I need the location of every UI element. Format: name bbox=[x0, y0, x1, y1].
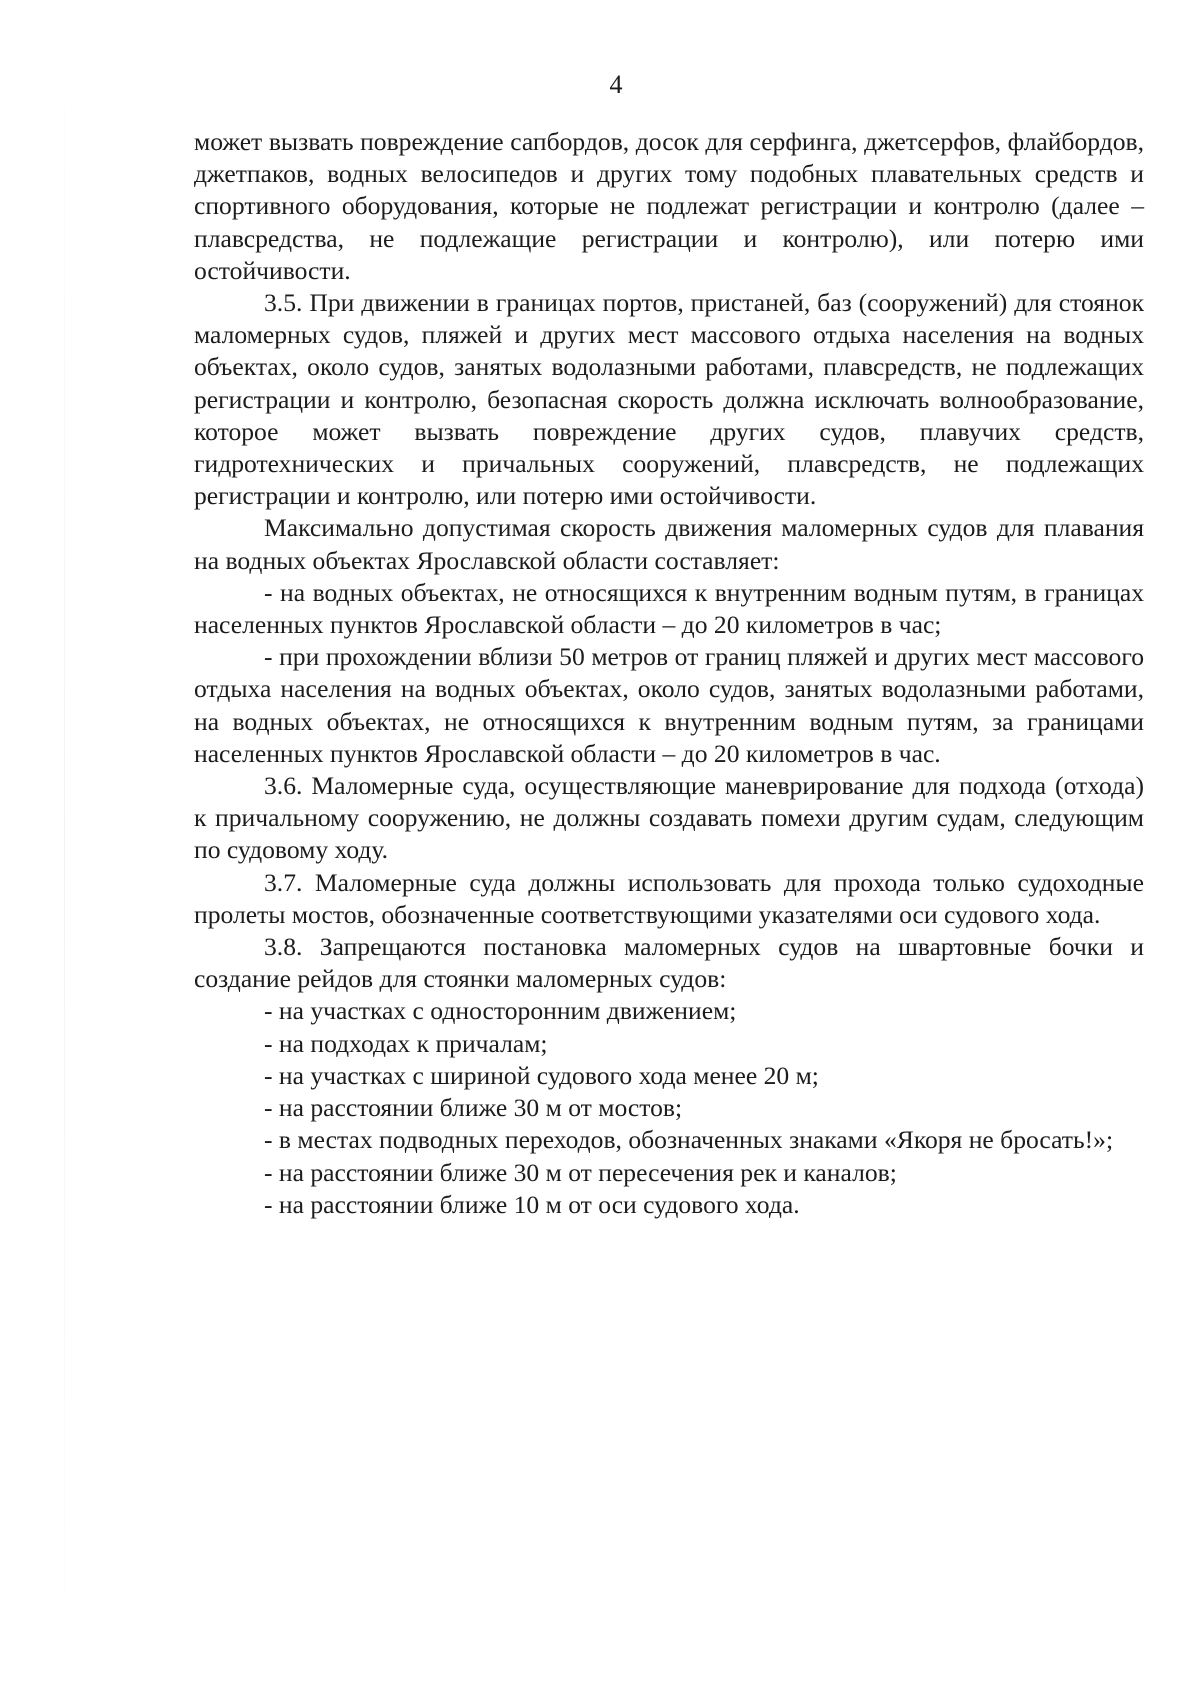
paragraph-3-7: 3.7. Маломерные суда должны использовать для прохода только судоходные пролеты мостов, обозначенные соответствующими указателями оси судового хода. bbox=[194, 867, 1144, 929]
paragraph-max-speed: Максимально допустимая скорость движения маломерных судов для плавания на водных объектах Ярославской области составляет: bbox=[194, 513, 1144, 575]
paragraph-3-5: 3.5. При движении в границах портов, пристаней, баз (сооружений) для стоянок маломерных судов, пляжей и других мест массового отдыха населения на водных объектах, около судов, занятых водолазными работами, плавсредств, не подлежащих регистрации и контролю, безопасная скорость должна исключать волнообразование, которое может вызвать повреждение других судов, плавучих средств, гидротехнических и причальных сооружений, плавсредств, не подлежащих регистрации и контролю, или потерю ими остойчивости. bbox=[194, 288, 1144, 511]
list-item-approaches: - на подходах к причалам; bbox=[264, 1028, 548, 1058]
list-item-speed-near-beaches: - при прохождении вблизи 50 метров от границ пляжей и других мест массового отдыха населения на водных объектах, около судов, занятых водолазными работами, на водных объектах, не относящихся к внутренним водным путям, за границами населенных пунктов Ярославской области – до 20 километров в час. bbox=[194, 642, 1144, 768]
paragraph-continuation: может вызвать повреждение сапбордов, досок для серфинга, джетсерфов, флайбордов, джетпаков, водных велосипедов и других тому подобных плавательных средств и спортивного оборудования, которые не подлежат регистрации и контролю (далее – плавсредства, не подлежащие регистрации и контролю), или потерю ими остойчивости. bbox=[194, 127, 1144, 285]
document-body bbox=[194, 126, 1144, 1221]
list-item-one-way: - на участках с односторонним движением; bbox=[264, 996, 737, 1026]
list-item-speed-inside-settlements: - на водных объектах, не относящихся к внутренним водным путям, в границах населенных пунктов Ярославской области – до 20 километров в час; bbox=[194, 577, 1144, 640]
list-item-narrow-channel: - на участках с шириной судового хода менее 20 м; bbox=[264, 1060, 819, 1090]
scan-edge-shadow bbox=[64, 0, 65, 1697]
paragraph-3-8: 3.8. Запрещаются постановка маломерных судов на швартовные бочки и создание рейдов для стоянки маломерных судов: bbox=[194, 932, 1144, 994]
list-item-near-bridges: - на расстоянии ближе 30 м от мостов; bbox=[264, 1093, 683, 1123]
list-item-channel-axis: - на расстоянии ближе 10 м от оси судового хода. bbox=[264, 1189, 800, 1219]
page-number: 4 bbox=[609, 70, 623, 99]
list-item-river-intersections: - на расстоянии ближе 30 м от пересечения рек и каналов; bbox=[264, 1157, 897, 1187]
paragraph-3-6: 3.6. Маломерные суда, осуществляющие маневрирование для подхода (отхода) к причальному сооружению, не должны создавать помехи другим судам, следующим по судовому ходу. bbox=[194, 771, 1144, 865]
list-item-underwater-crossings: - в местах подводных переходов, обозначенных знаками «Якоря не бросать!»; bbox=[264, 1125, 1114, 1155]
